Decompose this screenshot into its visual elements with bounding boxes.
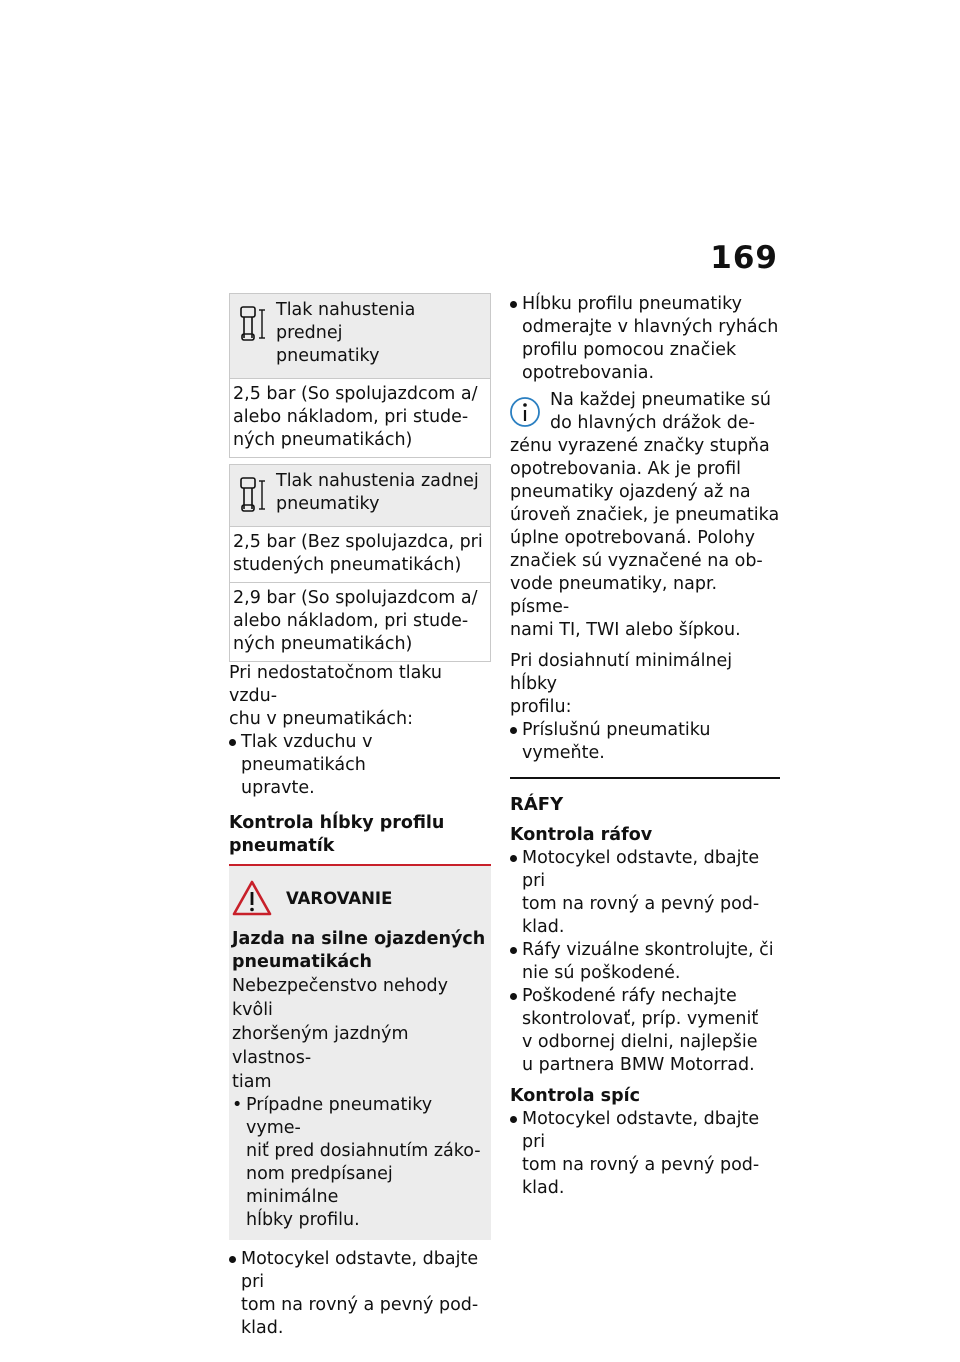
spec-value-line: ných pneumatikách) (233, 430, 413, 450)
section-title (229, 812, 491, 858)
text-line: v odbornej dielni, najlepšie (522, 1032, 758, 1052)
text-line: hĺbky profilu. (246, 1210, 360, 1230)
warning-list (232, 1094, 488, 1232)
text-line: zénu vyrazené značky stupňa (510, 436, 770, 456)
spec-header (229, 293, 491, 379)
spec-value (229, 583, 491, 662)
text-line: Motocykel odstavte, dbajte pri (241, 1249, 479, 1292)
spec-front-tire-pressure (229, 293, 491, 458)
chapter-title: RÁFY (510, 794, 564, 815)
text-line: Jazda na silne ojazdených (232, 929, 486, 949)
text-line: profilu pomocou značiek (522, 340, 737, 360)
spec-value-line: studených pneumatikách) (233, 555, 462, 575)
spec-value-line: ných pneumatikách) (233, 634, 413, 654)
text-line: zhoršeným jazdným vlastnos- (232, 1024, 409, 1068)
text-line: upravte. (241, 778, 315, 798)
text-line: profilu: (510, 697, 572, 717)
spec-value-line: 2,5 bar (So spolujazdcom a/ (233, 384, 478, 404)
text-line: pneumatík (229, 836, 335, 856)
bullet-list (229, 1248, 491, 1340)
list-item (510, 939, 780, 985)
bullet-list (510, 1108, 780, 1200)
chapter-divider (510, 777, 780, 779)
text-line: Hĺbku profilu pneumatiky (522, 294, 742, 314)
text-line: Poškodené ráfy nechajte (522, 986, 737, 1006)
warning-subtitle (232, 928, 488, 974)
bullet-list (229, 731, 491, 800)
tire-pressure-icon (236, 475, 268, 515)
spec-header (229, 464, 491, 527)
text-line: pneumatiky ojazdený až na (510, 482, 751, 502)
text-line: Príslušnú pneumatiku (522, 720, 711, 740)
page-number: 169 (710, 240, 778, 276)
spec-title-line: pneumatiky (276, 494, 380, 514)
bullet-list (510, 847, 780, 1077)
spec-title (276, 469, 479, 516)
text-line: Pri dosiahnutí minimálnej hĺbky (510, 651, 733, 694)
list-item (232, 1094, 488, 1232)
text-line: tiam (232, 1072, 272, 1092)
spec-value-line: alebo nákladom, pri stude- (233, 407, 469, 427)
text-line: klad. (522, 1178, 565, 1198)
text-line: opotrebovania. Ak je profil (510, 459, 742, 479)
spokes-section-title: Kontrola spíc (510, 1086, 640, 1106)
text-line: chu v pneumatikách: (229, 709, 413, 729)
warning-triangle-icon (232, 880, 272, 916)
spec-title-line: Tlak nahustenia prednej (276, 300, 416, 343)
warning-text (232, 974, 488, 1094)
text-line: skontrolovať, príp. vymeniť (522, 1009, 759, 1029)
text-line: úplne opotrebovaná. Polohy (510, 528, 755, 548)
spec-title (276, 298, 484, 368)
list-item (510, 847, 780, 939)
text-line: pneumatikách (232, 952, 372, 972)
text-line: Pri nedostatočnom tlaku vzdu- (229, 663, 442, 706)
text-line: tom na rovný a pevný pod- (522, 1155, 760, 1175)
list-item (510, 985, 780, 1077)
text-line: Na každej pneumatike sú (550, 390, 772, 410)
text-line: odmerajte v hlavných ryhách (522, 317, 779, 337)
text-line: značiek sú vyznačené na ob- (510, 551, 763, 571)
list-item (510, 719, 780, 765)
spec-value-line: alebo nákladom, pri stude- (233, 611, 469, 631)
list-item (510, 1108, 780, 1200)
text-line: • Prípadne pneumatiky vyme- (246, 1095, 433, 1138)
spec-title-line: pneumatiky (276, 346, 380, 366)
spec-rear-tire-pressure (229, 464, 491, 662)
spec-value (229, 527, 491, 583)
text-line: Tlak vzduchu v pneumatikách (241, 732, 373, 775)
text-line: Kontrola hĺbky profilu (229, 813, 445, 833)
spec-value (229, 379, 491, 458)
text-line: nami TI, TWI alebo šípkou. (510, 620, 741, 640)
min-depth-text (510, 650, 780, 719)
text-line: niť pred dosiahnutím záko- (246, 1141, 481, 1161)
text-line: Motocykel odstavte, dbajte pri (522, 1109, 760, 1152)
text-line: do hlavných drážok de- (550, 413, 755, 433)
text-line: klad. (522, 917, 565, 937)
list-item (229, 1248, 491, 1340)
spec-value-line: 2,9 bar (So spolujazdcom a/ (233, 588, 478, 608)
info-note (510, 389, 780, 642)
text-line: tom na rovný a pevný pod- (241, 1295, 479, 1315)
text-line: opotrebovania. (522, 363, 655, 383)
text-line: nie sú poškodené. (522, 963, 681, 983)
left-column (229, 293, 491, 1340)
info-icon (508, 395, 542, 431)
text-line: Motocykel odstavte, dbajte pri (522, 848, 760, 891)
rims-section-title: Kontrola ráfov (510, 825, 653, 845)
bullet-list (510, 719, 780, 765)
spec-value-line: 2,5 bar (Bez spolujazdca, pri (233, 532, 483, 552)
text-line: vymeňte. (522, 743, 605, 763)
list-item (510, 293, 780, 385)
text-line: Ráfy vizuálne skontrolujte, či (522, 940, 774, 960)
list-item (229, 731, 491, 800)
bullet-list (510, 293, 780, 385)
warning-box (229, 866, 491, 1240)
text-line: tom na rovný a pevný pod- (522, 894, 760, 914)
spec-title-line: Tlak nahustenia zadnej (276, 471, 479, 491)
text-line: u partnera BMW Motorrad. (522, 1055, 755, 1075)
text-line: nom predpísanej minimálne (246, 1164, 393, 1207)
tire-pressure-icon (236, 304, 268, 344)
text-line: klad. (241, 1318, 284, 1338)
info-text (510, 389, 780, 642)
low-pressure-text (229, 662, 491, 731)
text-line: Nebezpečenstvo nehody kvôli (232, 976, 448, 1020)
right-column (510, 293, 780, 1200)
text-line: vode pneumatiky, napr. písme- (510, 574, 718, 617)
text-line: úroveň značiek, je pneumatika (510, 505, 780, 525)
warning-header (232, 880, 488, 916)
warning-title: VAROVANIE (286, 888, 393, 908)
